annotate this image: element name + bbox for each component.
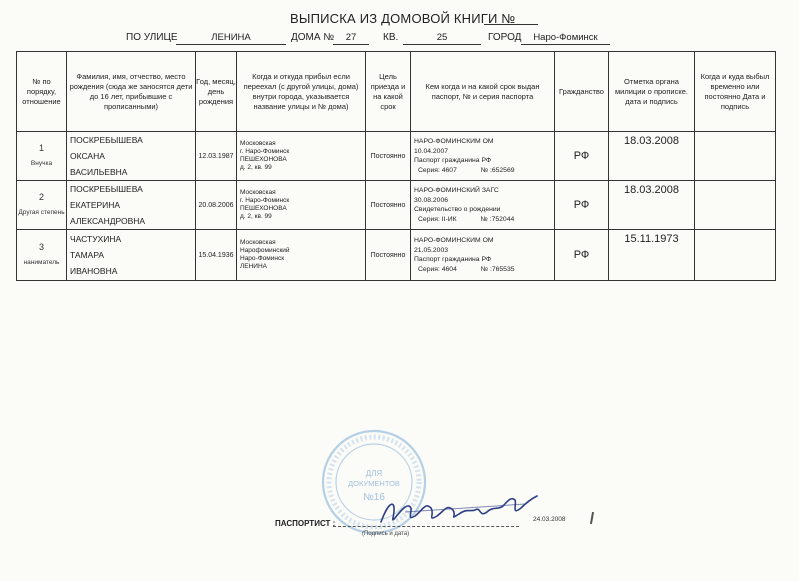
signature-date: 24.03.2008 (533, 516, 566, 523)
table-row (17, 230, 776, 281)
doc-series: II-ИК (441, 215, 457, 223)
middle-name: ВАСИЛЬЕВНА (70, 167, 128, 177)
doc-series-line (414, 265, 554, 275)
last-name: ПОСКРЕБЫШЕВА (70, 184, 143, 194)
table-row (17, 181, 776, 230)
registration-cell: 18.03.2008 (609, 181, 695, 230)
doc-number-label: № (480, 166, 489, 174)
row-number: 2 (38, 192, 44, 202)
col-header-dob: Год, месяц, день рождения (196, 52, 237, 132)
from-line: Нарофоминский (240, 247, 290, 254)
row-relation: Внучка (30, 160, 53, 167)
registration-cell: 18.03.2008 (609, 132, 695, 181)
apt-label: КВ. (383, 32, 399, 43)
dob-cell: 20.08.2006 (196, 181, 237, 230)
from-line: г. Наро-Фоминск (240, 148, 290, 155)
from-line: Московская (240, 189, 276, 196)
passport-cell (411, 132, 555, 181)
dob-cell: 15.04.1936 (196, 230, 237, 281)
row-relation: наниматель (23, 259, 60, 266)
city-label: ГОРОД (488, 32, 522, 43)
purpose-cell: Постоянно (366, 230, 411, 281)
passport-cell (411, 230, 555, 281)
title-number-line (484, 24, 538, 25)
registration-cell: 15.11.1973 (609, 230, 695, 281)
row-number-cell (17, 132, 67, 181)
table-header-row (17, 52, 776, 132)
doc-series-line (414, 215, 554, 225)
from-line: г. Наро-Фоминск (240, 197, 290, 204)
title-text: ВЫПИСКА ИЗ ДОМОВОЙ КНИГИ № (290, 11, 516, 26)
from-line: ПЕШЕХОНОВА (240, 156, 287, 163)
doc-number: :765535 (489, 265, 515, 273)
departure-cell (695, 181, 776, 230)
doc-number: :652569 (489, 166, 515, 174)
doc-date: 21.05.2003 (414, 246, 449, 254)
document-title (290, 11, 516, 26)
middle-name: ИВАНОВНА (70, 266, 118, 276)
citizenship-cell: РФ (555, 132, 609, 181)
passport-officer-label: ПАСПОРТИСТ : (275, 519, 336, 528)
row-number-cell (17, 230, 67, 281)
doc-series: 4607 (441, 166, 457, 174)
doc-series-label: Серия: (418, 265, 440, 273)
purpose-cell: Постоянно (366, 132, 411, 181)
from-cell (237, 230, 366, 281)
doc-number: :752044 (489, 215, 515, 223)
from-line: ПЕШЕХОНОВА (240, 205, 287, 212)
departure-cell (695, 230, 776, 281)
name-cell (67, 230, 196, 281)
doc-series-label: Серия: (418, 215, 440, 223)
doc-series-line (414, 166, 554, 176)
doc-type: Свидетельство о рождении (414, 206, 501, 213)
col-header-number: № по порядку, отношение (17, 52, 67, 132)
doc-series-label: Серия: (418, 166, 440, 174)
departure-cell (695, 132, 776, 181)
doc-type: Паспорт гражданина РФ (414, 157, 492, 164)
last-name: ПОСКРЕБЫШЕВА (70, 135, 143, 145)
from-cell (237, 132, 366, 181)
col-header-passport: Кем когда и на какой срок выдан паспорт, № и серия паспорта (411, 52, 555, 132)
row-number: 3 (38, 242, 44, 252)
row-number-cell (17, 181, 67, 230)
first-name: ЕКАТЕРИНА (70, 200, 121, 210)
doc-date: 10.04.2007 (414, 147, 449, 155)
doc-number-label: № (480, 215, 488, 223)
first-name: ОКСАНА (70, 151, 105, 161)
handwritten-signature-icon (375, 492, 545, 528)
pen-mark (590, 512, 594, 524)
from-line: д. 2, кв. 99 (240, 164, 272, 171)
from-line: ЛЕНИНА (240, 263, 267, 270)
svg-text:ДЛЯ: ДЛЯ (365, 469, 383, 478)
city-value: Наро-Фоминск (521, 32, 610, 45)
citizenship-cell: РФ (555, 230, 609, 281)
apt-value: 25 (403, 32, 481, 45)
row-number: 1 (38, 143, 44, 153)
signature-caption: (Подпись и дата) (362, 531, 410, 537)
col-header-from: Когда и откуда прибыл если переехал (с другой улицы, дома) внутри города, указывается название улицы и № дома) (237, 52, 366, 132)
doc-type: Паспорт гражданина РФ (414, 256, 492, 263)
doc-issuer: НАРО-ФОМИНСКИЙ ЗАГС (414, 187, 499, 194)
passport-cell (411, 181, 555, 230)
svg-text:№16: №16 (363, 492, 385, 503)
table-row (17, 132, 776, 181)
name-cell (67, 181, 196, 230)
col-header-registration: Отметка органа милиции о прописке. дата и подпись (609, 52, 695, 132)
citizenship-cell: РФ (555, 181, 609, 230)
from-line: Наро-Фоминск (240, 255, 285, 262)
house-value: 27 (333, 32, 369, 45)
svg-text:ДОКУМЕНТОВ: ДОКУМЕНТОВ (348, 479, 400, 488)
purpose-cell: Постоянно (366, 181, 411, 230)
dob-cell: 12.03.1987 (196, 132, 237, 181)
doc-issuer: НАРО-ФОМИНСКИМ ОМ (414, 237, 494, 244)
house-book-table (16, 51, 776, 281)
doc-number-label: № (480, 265, 489, 273)
name-cell (67, 132, 196, 181)
last-name: ЧАСТУХИНА (70, 234, 122, 244)
col-header-citizenship: Гражданство (555, 52, 609, 132)
doc-date: 30.08.2006 (414, 196, 449, 204)
middle-name: АЛЕКСАНДРОВНА (70, 216, 146, 226)
from-cell (237, 181, 366, 230)
from-line: Московская (240, 140, 276, 147)
from-line: д. 2, кв. 99 (240, 213, 272, 220)
col-header-departure: Когда и куда выбыл временно или постоянно Дата и подпись (695, 52, 776, 132)
house-label: ДОМА № (291, 32, 335, 43)
street-label: ПО УЛИЦЕ (126, 32, 178, 43)
from-line: Московская (240, 239, 276, 246)
doc-issuer: НАРО-ФОМИНСКИМ ОМ (414, 138, 494, 145)
row-relation: Другая степень (18, 209, 65, 216)
signature-line (333, 526, 519, 527)
first-name: ТАМАРА (70, 250, 105, 260)
col-header-name: Фамилия, имя, отчество, место рождения (сюда же заносятся дети до 16 лет, прибывшие с прописанными) (67, 52, 196, 132)
doc-series: 4604 (441, 265, 457, 273)
street-value: ЛЕНИНА (176, 32, 286, 45)
col-header-purpose: Цель приезда и на какой срок (366, 52, 411, 132)
